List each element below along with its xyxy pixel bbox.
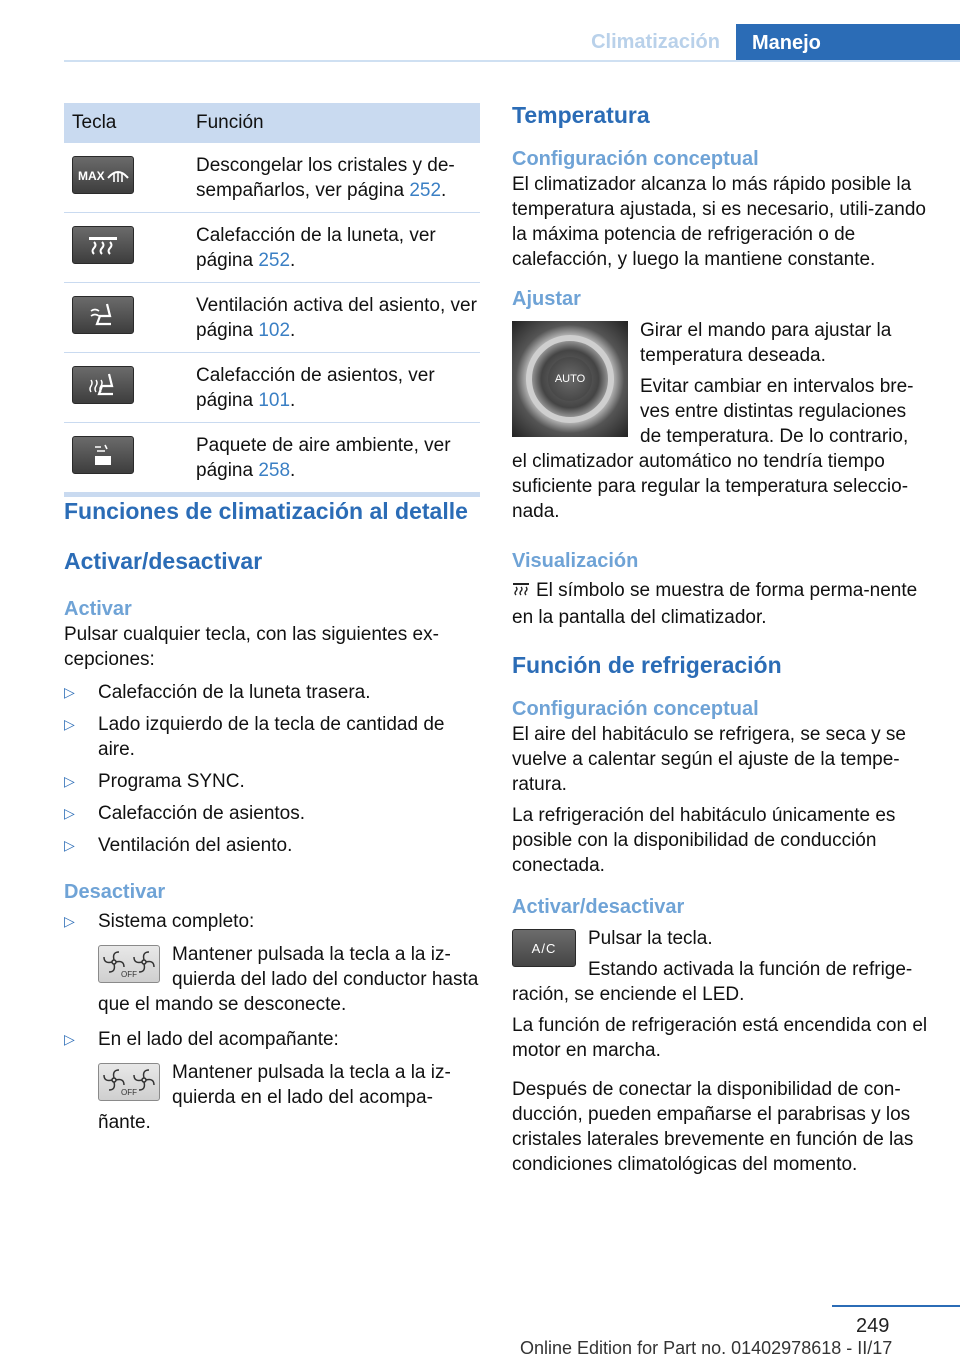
list-item <box>64 680 480 705</box>
deactivate-text-passenger: Mantener pulsada la tecla a la iz-quierda en el lado del acompa-ñante. <box>98 1062 451 1133</box>
list-item <box>64 769 480 794</box>
row-end: . <box>441 180 447 201</box>
svg-text:OFF: OFF <box>121 1088 137 1097</box>
list-item <box>64 833 480 858</box>
adjust-text-1: Girar el mando para ajustar la temperatura deseada. <box>640 320 892 366</box>
seat-ventilation-icon <box>72 296 134 334</box>
heading-display: Visualización <box>512 550 639 572</box>
row-end: . <box>290 390 296 411</box>
rear-window-heat-icon <box>512 580 530 605</box>
row-end: . <box>290 460 296 481</box>
bullet-icon: ▷ <box>64 837 75 853</box>
table-row <box>64 283 480 353</box>
table-row <box>64 353 480 423</box>
list-item <box>64 712 480 762</box>
svg-text:OFF: OFF <box>121 970 137 979</box>
heading-onoff: Activar/desactivar <box>64 548 263 574</box>
heading-detail: Funciones de climatización al detalle <box>64 498 468 524</box>
activate-text: Pulsar cualquier tecla, con las siguientes ex-cepciones: <box>64 624 439 670</box>
page-header <box>0 24 960 62</box>
heading-activate: Activar <box>64 598 132 620</box>
footer-rule <box>832 1305 960 1307</box>
row-text: Descongelar los cristales y de-sempañarlos, ver página <box>196 155 455 201</box>
bullet-icon: ▷ <box>64 1031 75 1047</box>
deactivate-list <box>64 909 480 1135</box>
ac-text-1: Pulsar la tecla. <box>588 928 713 949</box>
page-link[interactable]: 101 <box>258 390 291 411</box>
list-item-text: En el lado del acompañante: <box>98 1029 339 1050</box>
temperature-knob-image <box>512 321 628 437</box>
page-link[interactable]: 258 <box>258 460 291 481</box>
row-text: Calefacción de la luneta, ver página <box>196 225 436 271</box>
ambient-air-icon <box>72 436 134 474</box>
ac-text-4: Después de conectar la disponibilidad de con-ducción, pueden empañarse el parabrisas y los cristales laterales brevemente en función de las condiciones climatológicas del momento. <box>512 1079 914 1175</box>
table-row <box>64 143 480 213</box>
bullet-icon: ▷ <box>64 684 75 700</box>
list-item-text: Lado izquierdo de la tecla de cantidad de aire. <box>98 714 445 760</box>
seat-heating-icon <box>72 366 134 404</box>
fan-off-button-driver <box>98 945 160 983</box>
heading-cooling: Función de refrigeración <box>512 652 782 678</box>
ac-button-label: A/C <box>512 929 576 967</box>
ac-text-3: La función de refrigeración está encendida con el motor en marcha. <box>512 1015 928 1061</box>
list-item-text: Programa SYNC. <box>98 771 245 792</box>
list-item-text: Sistema completo: <box>98 911 255 932</box>
header-rule <box>64 60 960 62</box>
fan-off-button-passenger <box>98 1063 160 1101</box>
heading-concept-2: Configuración conceptual <box>512 698 759 720</box>
concept-2-text-2: La refrigeración del habitáculo únicamente es posible con la disponibilidad de conducción conectada. <box>512 805 896 876</box>
list-item <box>64 801 480 826</box>
row-text: Calefacción de asientos, ver página <box>196 365 435 411</box>
heading-deactivate: Desactivar <box>64 881 166 903</box>
row-end: . <box>290 250 296 271</box>
heading-adjust: Ajustar <box>512 288 581 310</box>
table-row <box>64 423 480 493</box>
page-link[interactable]: 252 <box>258 250 291 271</box>
edition-note: Online Edition for Part no. 01402978618 - II/17 <box>520 1338 893 1358</box>
knob-auto-label: AUTO <box>548 357 592 401</box>
deactivate-text-driver: Mantener pulsada la tecla a la iz-quierda del lado del conductor hasta que el mando se desconecte. <box>98 944 479 1015</box>
list-item <box>64 1027 480 1135</box>
display-text: El símbolo se muestra de forma perma-nente en la pantalla del climatizador. <box>512 580 918 628</box>
adjust-text-2: Evitar cambiar en intervalos bre-ves entre distintas regulaciones de temperatura. De lo contrario, el climatizador automático no tendría tiempo suficiente para regular la temperatura seleccio-nada. <box>512 376 914 522</box>
concept-1-text: El climatizador alcanza lo más rápido posible la temperatura ajustada, si es necesario, utili-zando la máxima potencia de refrigeración o de calefacción, y luego la mantiene constante. <box>512 174 927 270</box>
page-number: 249 <box>856 1315 890 1337</box>
heading-concept-1: Configuración conceptual <box>512 148 759 170</box>
row-text: Paquete de aire ambiente, ver página <box>196 435 451 481</box>
col-key-header: Tecla <box>72 112 117 133</box>
key-function-table <box>64 103 480 497</box>
section-title: Climatización <box>591 31 720 53</box>
bullet-icon: ▷ <box>64 773 75 789</box>
heading-temperature: Temperatura <box>512 102 650 128</box>
page-link[interactable]: 252 <box>409 180 442 201</box>
ac-text-2: Estando activada la función de refrige-ración, se enciende el LED. <box>512 959 913 1005</box>
col-func-header: Función <box>196 112 264 133</box>
bullet-icon: ▷ <box>64 805 75 821</box>
list-item-text: Ventilación del asiento. <box>98 835 293 856</box>
list-item-text: Calefacción de asientos. <box>98 803 306 824</box>
table-row <box>64 213 480 283</box>
svg-text:MAX: MAX <box>78 169 105 183</box>
ac-button-image <box>512 929 576 967</box>
list-item <box>64 909 480 1017</box>
row-text: Ventilación activa del asiento, ver página <box>196 295 477 341</box>
chapter-tab: Manejo <box>736 24 960 62</box>
row-end: . <box>290 320 296 341</box>
heading-onoff-2: Activar/desactivar <box>512 896 685 918</box>
activate-list <box>64 680 480 858</box>
bullet-icon: ▷ <box>64 913 75 929</box>
table-header <box>64 103 480 143</box>
max-defrost-icon <box>72 156 134 194</box>
right-column <box>512 100 928 1177</box>
list-item-text: Calefacción de la luneta trasera. <box>98 682 371 703</box>
concept-2-text-1: El aire del habitáculo se refrigera, se seca y se vuelve a calentar según el ajuste de la tempe-ratura. <box>512 724 906 795</box>
page-link[interactable]: 102 <box>258 320 291 341</box>
rear-window-heat-icon <box>72 226 134 264</box>
bullet-icon: ▷ <box>64 716 75 732</box>
left-column <box>64 496 480 1142</box>
